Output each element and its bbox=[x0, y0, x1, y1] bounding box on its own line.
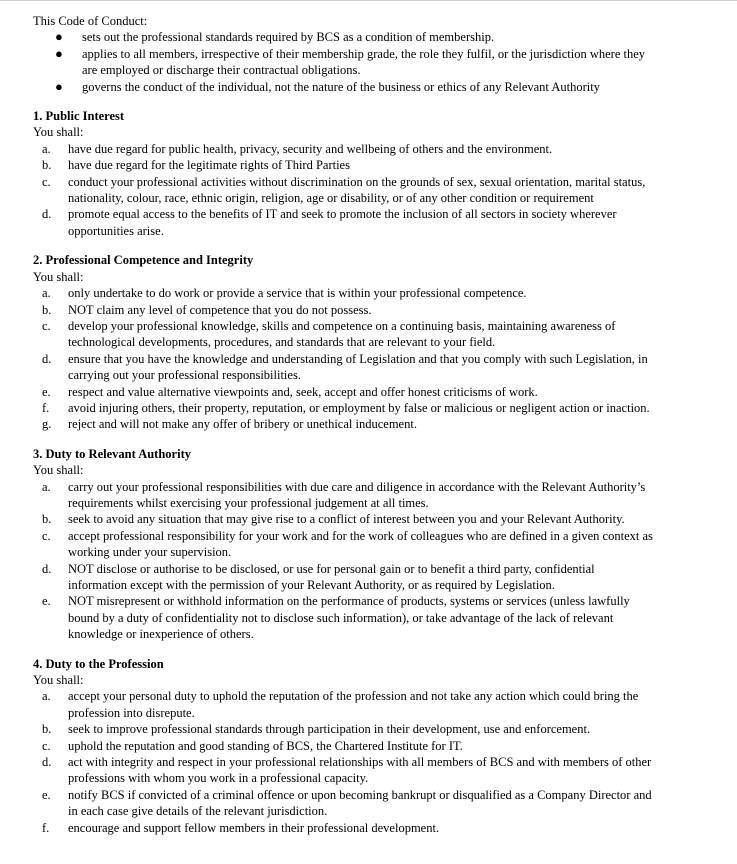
list-item bbox=[33, 285, 713, 301]
text-line: conduct your professional activities without discrimination on the grounds of sex, sexual orientation, marital status, bbox=[68, 174, 646, 189]
list-item bbox=[33, 593, 713, 642]
text-line: technological developments, procedures, and standards that are relevant to your field. bbox=[68, 335, 496, 350]
text-line: notify BCS if convicted of a criminal offence or upon becoming bankrupt or disqualified as a Company Director and bbox=[68, 787, 652, 802]
section-lead: You shall: bbox=[33, 269, 84, 284]
text-line: seek to improve professional standards through participation in their development, use and enforcement. bbox=[68, 722, 591, 737]
text-line: accept your personal duty to uphold the reputation of the profession and not take any action which could bring the bbox=[68, 689, 639, 704]
text-line: sets out the professional standards required by BCS as a condition of membership. bbox=[82, 30, 495, 45]
item-marker: b. bbox=[42, 512, 52, 527]
text-line: uphold the reputation and good standing of BCS, the Chartered Institute for IT. bbox=[68, 738, 463, 753]
text-line: carry out your professional responsibilities with due care and diligence in accordance with the Relevant Authority’s bbox=[68, 479, 646, 494]
item-marker: c. bbox=[42, 174, 51, 189]
intro-heading: This Code of Conduct: bbox=[33, 14, 148, 28]
item-marker: f. bbox=[42, 400, 50, 415]
item-marker: d. bbox=[42, 351, 52, 366]
item-marker: b. bbox=[42, 158, 52, 173]
list-item bbox=[33, 400, 713, 416]
section-item-list bbox=[33, 285, 713, 433]
list-item bbox=[33, 738, 713, 754]
text-line: ensure that you have the knowledge and understanding of Legislation and that you comply with such Legislation, in bbox=[68, 351, 648, 366]
item-marker: d. bbox=[42, 561, 52, 576]
text-line: act with integrity and respect in your professional relationships with all members of BCS and with members of other bbox=[68, 755, 652, 770]
text-line: in each case give details of the relevant jurisdiction. bbox=[68, 804, 328, 819]
list-item bbox=[33, 384, 713, 400]
item-marker: a. bbox=[42, 286, 51, 301]
section-heading-professional-competence: 2. Professional Competence and Integrity bbox=[33, 253, 254, 268]
section-heading-duty-to-profession: 4. Duty to the Profession bbox=[33, 656, 164, 671]
list-item bbox=[33, 754, 713, 787]
text-line: encourage and support fellow members in their professional development. bbox=[68, 820, 440, 835]
item-marker: e. bbox=[42, 787, 51, 802]
section-item-list bbox=[33, 141, 713, 239]
intro-bullet-item bbox=[33, 29, 713, 45]
bullet-icon: ● bbox=[55, 45, 63, 61]
text-line: NOT disclose or authorise to be disclosed, or use for personal gain or to benefit a third party, confidential bbox=[68, 561, 595, 576]
text-line: bound by a duty of confidentiality not to disclose such information), or take advantage of the lack of relevant bbox=[68, 610, 614, 625]
list-item bbox=[33, 157, 713, 173]
item-marker: d. bbox=[42, 207, 52, 222]
list-item bbox=[33, 416, 713, 432]
item-marker: d. bbox=[42, 755, 52, 770]
text-line: have due regard for public health, privacy, security and wellbeing of others and the environment. bbox=[68, 141, 553, 156]
text-line: are employed or discharge their contractual obligations. bbox=[82, 63, 361, 78]
text-line: have due regard for the legitimate rights of Third Parties bbox=[68, 158, 350, 173]
intro-bullet-list bbox=[33, 29, 713, 95]
section-heading-public-interest: 1. Public Interest bbox=[33, 109, 125, 124]
text-line: promote equal access to the benefits of IT and seek to promote the inclusion of all sectors in society wherever bbox=[68, 207, 617, 222]
text-line: respect and value alternative viewpoints and, seek, accept and offer honest criticisms of work. bbox=[68, 384, 538, 399]
list-item bbox=[33, 141, 713, 157]
section-heading-relevant-authority: 3. Duty to Relevant Authority bbox=[33, 446, 191, 461]
list-item bbox=[33, 318, 713, 351]
list-item bbox=[33, 174, 713, 207]
section-lead: You shall: bbox=[33, 463, 84, 478]
item-marker: c. bbox=[42, 528, 51, 543]
item-marker: a. bbox=[42, 141, 51, 156]
item-marker: c. bbox=[42, 738, 51, 753]
section-lead: You shall: bbox=[33, 673, 84, 688]
item-marker: b. bbox=[42, 722, 52, 737]
text-line: seek to avoid any situation that may give rise to a conflict of interest between you and your Relevant Authority. bbox=[68, 512, 625, 527]
section-lead: You shall: bbox=[33, 125, 84, 140]
text-line: NOT misrepresent or withhold information on the performance of products, systems or services (unless lawfully bbox=[68, 594, 630, 609]
text-line: NOT claim any level of competence that you do not possess. bbox=[68, 302, 372, 317]
text-line: accept professional responsibility for your work and for the work of colleagues who are defined in a given context as bbox=[68, 528, 653, 543]
text-line: profession into disrepute. bbox=[68, 705, 195, 720]
text-line: only undertake to do work or provide a service that is within your professional competence. bbox=[68, 286, 527, 301]
intro-bullet-item bbox=[33, 46, 713, 79]
section-item-list bbox=[33, 479, 713, 643]
item-marker: g. bbox=[42, 417, 52, 432]
list-item bbox=[33, 206, 713, 239]
list-item bbox=[33, 479, 713, 512]
text-line: opportunities arise. bbox=[68, 223, 164, 238]
text-line: applies to all members, irrespective of their membership grade, the role they fulfil, or the jurisdiction where they bbox=[82, 46, 646, 61]
text-line: knowledge or inexperience of others. bbox=[68, 627, 254, 642]
list-item bbox=[33, 528, 713, 561]
top-divider bbox=[0, 0, 737, 1]
intro-bullet-item bbox=[33, 79, 713, 95]
list-item bbox=[33, 351, 713, 384]
list-item bbox=[33, 302, 713, 318]
item-marker: f. bbox=[42, 820, 50, 835]
text-line: requirements whilst exercising your professional judgement at all times. bbox=[68, 495, 429, 510]
list-item bbox=[33, 721, 713, 737]
document-page bbox=[33, 13, 713, 836]
item-marker: a. bbox=[42, 479, 51, 494]
text-line: reject and will not make any offer of bribery or unethical inducement. bbox=[68, 417, 417, 432]
item-marker: a. bbox=[42, 689, 51, 704]
text-line: carrying out your professional responsibilities. bbox=[68, 368, 301, 383]
bullet-icon: ● bbox=[55, 78, 63, 94]
text-line: governs the conduct of the individual, not the nature of the business or ethics of any Relevant Authority bbox=[82, 79, 600, 94]
text-line: working under your supervision. bbox=[68, 545, 232, 560]
item-marker: c. bbox=[42, 318, 51, 333]
bullet-icon: ● bbox=[55, 29, 63, 45]
list-item bbox=[33, 561, 713, 594]
list-item bbox=[33, 820, 713, 836]
section-item-list bbox=[33, 688, 713, 836]
item-marker: b. bbox=[42, 302, 52, 317]
item-marker: e. bbox=[42, 384, 51, 399]
list-item bbox=[33, 688, 713, 721]
text-line: professions with whom you work in a professional capacity. bbox=[68, 771, 369, 786]
text-line: develop your professional knowledge, skills and competence on a continuing basis, maintaining awareness of bbox=[68, 318, 616, 333]
text-line: information except with the permission of your Relevant Authority, or as required by Legislation. bbox=[68, 578, 555, 592]
text-line: avoid injuring others, their property, reputation, or employment by false or malicious or negligent action or inaction. bbox=[68, 400, 650, 415]
text-line: nationality, colour, race, ethnic origin, religion, age or disability, or of any other condition or requirement bbox=[68, 191, 594, 206]
list-item bbox=[33, 787, 713, 820]
list-item bbox=[33, 511, 713, 527]
item-marker: e. bbox=[42, 594, 51, 609]
